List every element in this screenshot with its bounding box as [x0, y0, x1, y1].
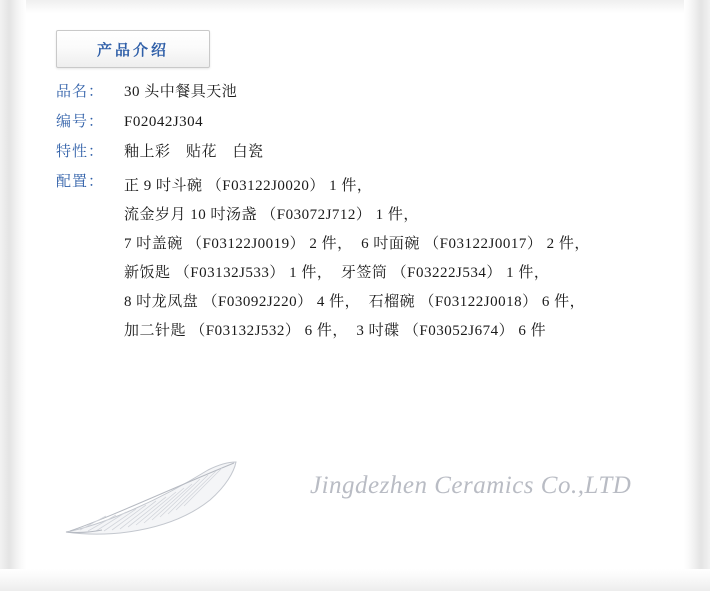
configuration-line: 8 吋龙凤盘 （F03092J220） 4 件， 石榴碗 （F03122J0018） 6 件，: [124, 294, 586, 310]
page-frame-bottom: [0, 569, 710, 591]
configuration-line: 流金岁月 10 吋汤盏 （F03072J712） 1 件，: [124, 207, 419, 223]
spec-label-name: 品名：: [56, 84, 105, 100]
page-frame-left: [0, 0, 26, 591]
section-title-plaque: [56, 30, 210, 68]
configuration-line: 加二针匙 （F03132J532） 6 件， 3 吋碟 （F03052J674） 6 件: [124, 323, 547, 339]
configuration-lines: [124, 172, 590, 346]
spec-row-code: [56, 112, 676, 132]
configuration-line: 正 9 吋斗碗 （F03122J0020） 1 件，: [124, 178, 373, 194]
spec-row-name: [56, 82, 676, 102]
spec-value-code: F02042J304: [124, 114, 204, 130]
page-frame-right: [684, 0, 710, 591]
watermark-signature: Jingdezhen Ceramics Co.,LTD: [310, 472, 632, 499]
spec-row-configuration: [56, 172, 676, 346]
feather-quill-icon: [58, 460, 308, 540]
spec-value-features: 釉上彩 贴花 白瓷: [124, 144, 264, 160]
spec-label-features: 特性：: [56, 144, 105, 160]
spec-value-name: 30 头中餐具天池: [124, 84, 238, 100]
product-spec-list: [56, 82, 676, 356]
configuration-line: 新饭匙 （F03132J533） 1 件， 牙签筒 （F03222J534） 1 件，: [124, 265, 550, 281]
spec-label-code: 编号：: [56, 114, 105, 130]
spec-label-configuration: 配置：: [56, 174, 105, 190]
page-title: 产品介绍: [96, 43, 169, 59]
page-frame-top: [0, 0, 710, 14]
configuration-line: 7 吋盖碗 （F03122J0019） 2 件， 6 吋面碗 （F03122J0017） 2 件，: [124, 236, 590, 252]
spec-row-features: [56, 142, 676, 162]
